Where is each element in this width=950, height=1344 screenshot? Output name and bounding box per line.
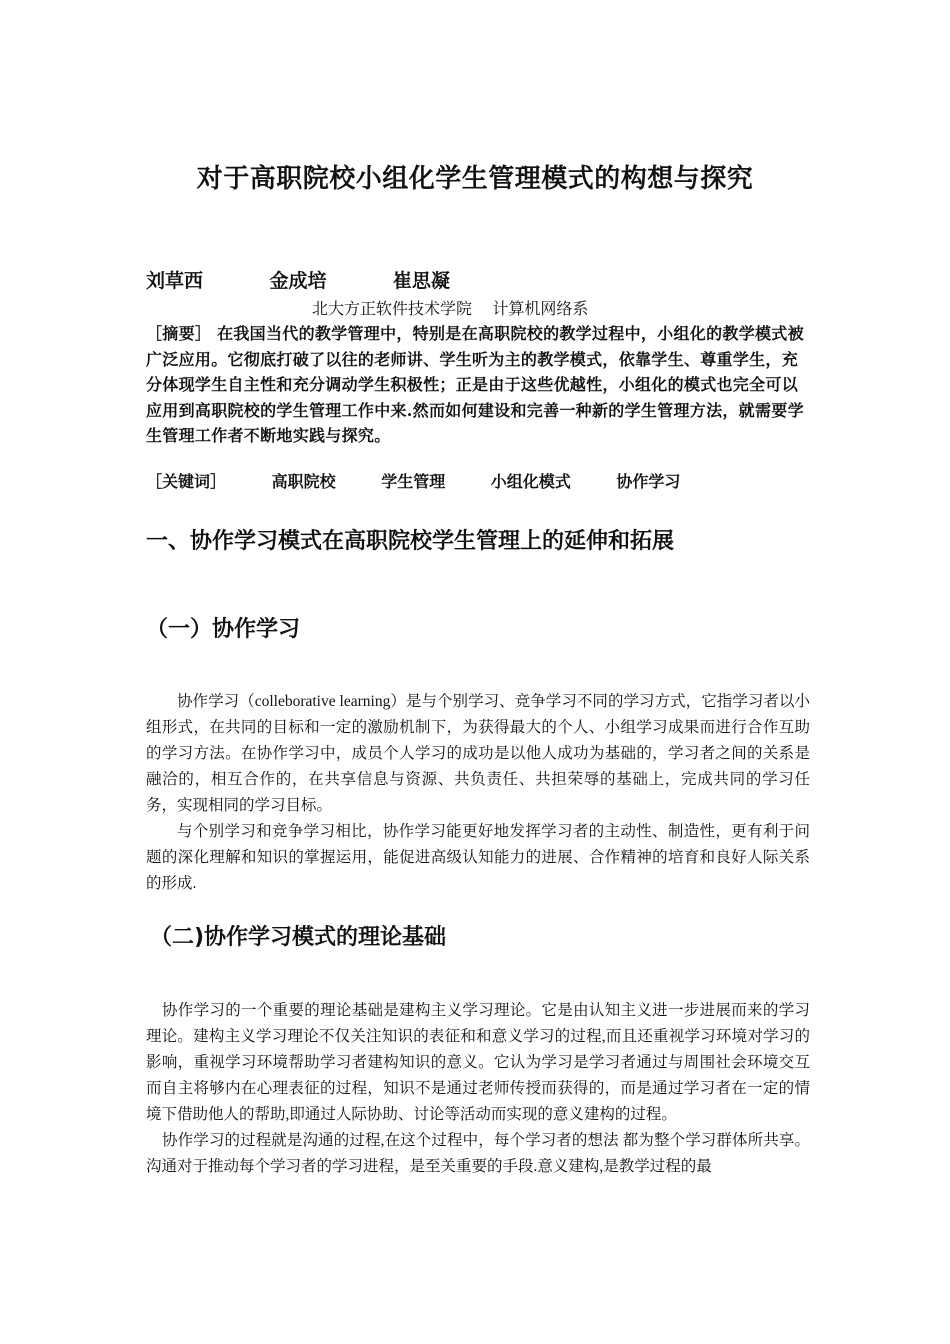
subsection-body (146, 689, 810, 897)
subsection-heading: （二)协作学习模式的理论基础 (150, 925, 447, 950)
abstract-label: ［摘要］ (146, 324, 212, 343)
paragraph: 与个别学习和竞争学习相比，协作学习能更好地发挥学习者的主动性、制造性，更有利于问题的深化理解和知识的掌握运用，能促进高级认知能力的进展、合作精神的培育和良好人际关系的形成. (146, 823, 810, 892)
keywords-label: ［关键词］ (146, 472, 227, 491)
paragraph: 协作学习的一个重要的理论基础是建构主义学习理论。它是由认知主义进一步进展而来的学习理论。建构主义学习理论不仅关注知识的表征和和意义学习的过程,而且还重视学习环境对学习的影响，重视学习环境帮助学习者建构知识的意义。它认为学习是学习者通过与周围社会环境交互而自主将够内在心理表征的过程，知识不是通过老师传授而获得的，而是通过学习者在一定的情境下借助他人的帮助,即通过人际协助、讨论等活动而实现的意义建构的过程。 (146, 1002, 810, 1123)
abstract (146, 321, 812, 449)
keyword: 学生管理 (381, 472, 446, 491)
subsection-heading: （一）协作学习 (146, 617, 301, 642)
paragraph: 协作学习（colleborative learning）是与个别学习、竞争学习不同的学习方式，它指学习者以小组形式，在共同的目标和一定的激励机制下，为获得最大的个人、小组学习成果而进行合作互助的学习方法。在协作学习中，成员个人学习的成功是以他人成功为基础的，学习者之间的关系是融洽的，相互合作的，在共享信息与资源、共负责任、共担荣辱的基础上，完成共同的学习任务，实现相同的学习目标。 (146, 693, 810, 814)
keyword: 协作学习 (616, 472, 681, 491)
keyword: 高职院校 (271, 472, 336, 491)
paragraph: 协作学习的过程就是沟通的过程,在这个过程中，每个学习者的想法 都为整个学习群体所共享。沟通对于推动每个学习者的学习进程，是至关重要的手段.意义建构,是教学过程的最 (146, 1132, 810, 1175)
keyword: 小组化模式 (490, 472, 571, 491)
author-list: 刘草西 金成培 崔思凝 (146, 270, 450, 292)
abstract-text: 在我国当代的教学管理中，特别是在高职院校的教学过程中，小组化的教学模式被广泛应用。它彻底打破了以往的老师讲、学生听为主的教学模式，依靠学生、尊重学生，充分体现学生自主性和充分调动学生积极性；正是由于这些优越性，小组化的模式也完全可以应用到高职院校的学生管理工作中来.然而如何建设和完善一种新的学生管理方法，就需要学生管理工作者不断地实践与探究。 (146, 324, 804, 445)
affiliation: 北大方正软件技术学院 计算机网络系 (312, 299, 589, 318)
section-heading: 一、协作学习模式在高职院校学生管理上的延伸和拓展 (146, 529, 675, 554)
keywords (146, 469, 680, 492)
subsection-body (146, 998, 810, 1180)
paper-title: 对于高职院校小组化学生管理模式的构想与探究 (196, 164, 754, 194)
